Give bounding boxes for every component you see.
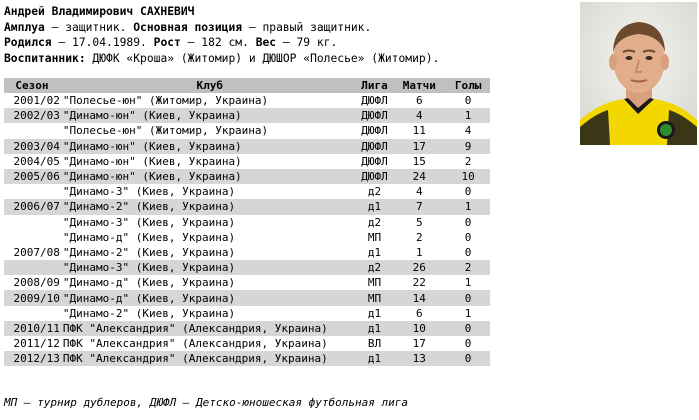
cell-league: д2 xyxy=(357,215,393,230)
cell-goals: 0 xyxy=(446,290,490,305)
cell-club: "Динамо-юн" (Киев, Украина) xyxy=(63,154,357,169)
position-value: – правый защитник. xyxy=(242,20,372,34)
cell-goals: 0 xyxy=(446,351,490,366)
cell-goals: 1 xyxy=(446,275,490,290)
cell-goals: 1 xyxy=(446,306,490,321)
cell-league: д1 xyxy=(357,351,393,366)
role-value: – защитник. xyxy=(44,20,134,34)
cell-goals: 2 xyxy=(446,154,490,169)
cell-club: "Динамо-2" (Киев, Украина) xyxy=(63,245,357,260)
cell-matches: 26 xyxy=(392,260,446,275)
cell-season xyxy=(4,184,63,199)
cell-league: ДЮФЛ xyxy=(357,108,393,123)
column-header-matches: Матчи xyxy=(392,78,446,93)
table-row xyxy=(4,275,490,290)
cell-matches: 13 xyxy=(392,351,446,366)
cell-matches: 4 xyxy=(392,184,446,199)
table-row xyxy=(4,351,490,366)
table-row xyxy=(4,260,490,275)
cell-season: 2010/11 xyxy=(4,321,63,336)
cell-season: 2011/12 xyxy=(4,336,63,351)
column-header-goals: Голы xyxy=(446,78,490,93)
cell-matches: 7 xyxy=(392,199,446,214)
table-header-row xyxy=(4,78,490,93)
cell-league: ДЮФЛ xyxy=(357,154,393,169)
cell-matches: 2 xyxy=(392,230,446,245)
cell-matches: 6 xyxy=(392,306,446,321)
school-label: Воспитанник: xyxy=(4,51,86,65)
player-info xyxy=(4,4,439,66)
cell-club: "Динамо-юн" (Киев, Украина) xyxy=(63,108,357,123)
cell-season: 2004/05 xyxy=(4,154,63,169)
cell-season: 2007/08 xyxy=(4,245,63,260)
cell-season: 2003/04 xyxy=(4,139,63,154)
cell-club: ПФК "Александрия" (Александрия, Украина) xyxy=(63,351,357,366)
player-name: Андрей Владимирович САХНЕВИЧ xyxy=(4,5,195,18)
table-row xyxy=(4,321,490,336)
cell-league: МП xyxy=(357,290,393,305)
cell-goals: 0 xyxy=(446,245,490,260)
cell-matches: 10 xyxy=(392,321,446,336)
table-row xyxy=(4,123,490,138)
cell-matches: 14 xyxy=(392,290,446,305)
school-value: ДЮФК «Кроша» (Житомир) и ДЮШОР «Полесье» (Житомир). xyxy=(85,51,440,65)
cell-goals: 0 xyxy=(446,93,490,108)
column-header-season: Сезон xyxy=(4,78,63,93)
position-label: Основная позиция xyxy=(133,20,243,34)
cell-goals: 10 xyxy=(446,169,490,184)
cell-matches: 6 xyxy=(392,93,446,108)
cell-goals: 0 xyxy=(446,336,490,351)
table-row xyxy=(4,306,490,321)
cell-season xyxy=(4,230,63,245)
cell-goals: 0 xyxy=(446,230,490,245)
table-row xyxy=(4,93,490,108)
player-photo xyxy=(580,2,697,145)
cell-season: 2006/07 xyxy=(4,199,63,214)
table-row xyxy=(4,139,490,154)
cell-league: д1 xyxy=(357,306,393,321)
born-value: – 17.04.1989. xyxy=(51,36,154,49)
cell-matches: 15 xyxy=(392,154,446,169)
cell-goals: 1 xyxy=(446,108,490,123)
height-label: Рост xyxy=(153,36,181,49)
cell-season xyxy=(4,260,63,275)
cell-club: "Полесье-юн" (Житомир, Украина) xyxy=(63,93,357,108)
cell-season: 2009/10 xyxy=(4,290,63,305)
cell-league: ДЮФЛ xyxy=(357,93,393,108)
footnote: МП – турнир дублеров, ДЮФЛ – Детско-юношеская футбольная лига xyxy=(4,396,408,409)
cell-season xyxy=(4,215,63,230)
column-header-league: Лига xyxy=(357,78,393,93)
cell-league: ВЛ xyxy=(357,336,393,351)
cell-club: "Динамо-2" (Киев, Украина) xyxy=(63,199,357,214)
cell-club: "Динамо-д" (Киев, Украина) xyxy=(63,275,357,290)
cell-goals: 1 xyxy=(446,199,490,214)
cell-goals: 0 xyxy=(446,184,490,199)
weight-label: Вес xyxy=(255,36,277,49)
cell-goals: 0 xyxy=(446,321,490,336)
cell-matches: 22 xyxy=(392,275,446,290)
cell-club: "Динамо-юн" (Киев, Украина) xyxy=(63,169,357,184)
cell-matches: 4 xyxy=(392,108,446,123)
cell-matches: 1 xyxy=(392,245,446,260)
cell-league: д1 xyxy=(357,199,393,214)
table-row xyxy=(4,169,490,184)
cell-league: д2 xyxy=(357,260,393,275)
cell-matches: 17 xyxy=(392,139,446,154)
role-label: Амплуа xyxy=(4,20,45,34)
cell-club: "Полесье-юн" (Житомир, Украина) xyxy=(63,123,357,138)
cell-league: ДЮФЛ xyxy=(357,139,393,154)
cell-season: 2001/02 xyxy=(4,93,63,108)
table-row xyxy=(4,199,490,214)
weight-value: – 79 кг. xyxy=(276,36,338,49)
table-row xyxy=(4,230,490,245)
born-label: Родился xyxy=(4,36,52,49)
career-table xyxy=(4,78,490,366)
cell-season xyxy=(4,306,63,321)
cell-season: 2012/13 xyxy=(4,351,63,366)
cell-league: ДЮФЛ xyxy=(357,123,393,138)
cell-club: "Динамо-д" (Киев, Украина) xyxy=(63,290,357,305)
cell-club: "Динамо-3" (Киев, Украина) xyxy=(63,215,357,230)
cell-club: "Динамо-3" (Киев, Украина) xyxy=(63,184,357,199)
cell-league: д2 xyxy=(357,184,393,199)
cell-league: ДЮФЛ xyxy=(357,169,393,184)
cell-club: ПФК "Александрия" (Александрия, Украина) xyxy=(63,336,357,351)
cell-goals: 9 xyxy=(446,139,490,154)
table-row xyxy=(4,215,490,230)
column-header-club: Клуб xyxy=(63,78,357,93)
cell-club: ПФК "Александрия" (Александрия, Украина) xyxy=(63,321,357,336)
cell-league: МП xyxy=(357,275,393,290)
cell-league: д1 xyxy=(357,321,393,336)
table-row xyxy=(4,245,490,260)
cell-league: д1 xyxy=(357,245,393,260)
cell-season: 2005/06 xyxy=(4,169,63,184)
cell-club: "Динамо-3" (Киев, Украина) xyxy=(63,260,357,275)
table-row xyxy=(4,154,490,169)
cell-goals: 2 xyxy=(446,260,490,275)
cell-club: "Динамо-юн" (Киев, Украина) xyxy=(63,139,357,154)
cell-season xyxy=(4,123,63,138)
cell-season: 2008/09 xyxy=(4,275,63,290)
cell-club: "Динамо-2" (Киев, Украина) xyxy=(63,306,357,321)
cell-goals: 0 xyxy=(446,215,490,230)
height-value: – 182 см. xyxy=(180,36,256,49)
cell-matches: 11 xyxy=(392,123,446,138)
cell-matches: 24 xyxy=(392,169,446,184)
cell-club: "Динамо-д" (Киев, Украина) xyxy=(63,230,357,245)
table-row xyxy=(4,290,490,305)
table-row xyxy=(4,108,490,123)
player-portrait-image xyxy=(580,2,697,145)
cell-season: 2002/03 xyxy=(4,108,63,123)
cell-matches: 5 xyxy=(392,215,446,230)
table-row xyxy=(4,184,490,199)
table-row xyxy=(4,336,490,351)
cell-matches: 17 xyxy=(392,336,446,351)
cell-goals: 4 xyxy=(446,123,490,138)
cell-league: МП xyxy=(357,230,393,245)
